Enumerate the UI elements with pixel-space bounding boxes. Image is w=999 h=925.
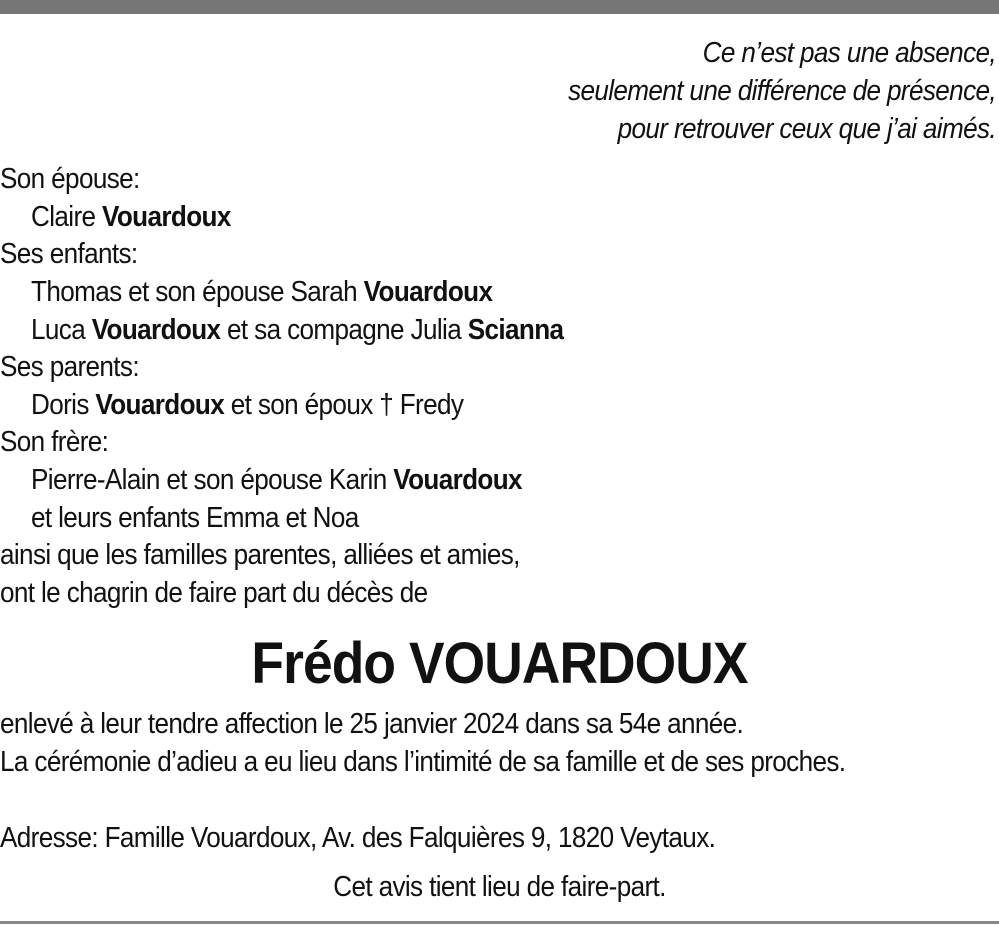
child-1-text: Thomas et son épouse Sarah <box>31 276 358 308</box>
relatives-line: ainsi que les familles parentes, alliées et amies, <box>0 539 520 571</box>
details-line-1: enlevé à leur tendre affection le 25 janvier 2024 dans sa 54e année. <box>0 708 744 740</box>
child-2-last-name: Vouardoux <box>91 314 221 346</box>
address-line: Adresse: Famille Vouardoux, Av. des Falquières 9, 1820 Veytaux. <box>0 822 716 854</box>
bottom-rule <box>0 921 999 924</box>
brother-heading: Son frère: <box>0 426 109 458</box>
closing-line: Cet avis tient lieu de faire-part. <box>333 871 666 903</box>
brother-text: Pierre-Alain et son épouse Karin <box>31 464 387 496</box>
brother-line <box>31 461 522 499</box>
quote-line-2: seulement une différence de présence, <box>568 75 996 107</box>
parents-heading: Ses parents: <box>0 351 139 383</box>
announcement-line: ont le chagrin de faire part du décès de <box>0 577 428 609</box>
parent-last-name: Vouardoux <box>95 389 225 421</box>
parent-rest: et son époux † Fredy <box>230 389 464 421</box>
child-2-first-name: Luca <box>31 314 86 346</box>
quote-line-3: pour retrouver ceux que j’ai aimés. <box>617 113 996 145</box>
brother-children-line: et leurs enfants Emma et Noa <box>31 502 359 534</box>
ceremony-paragraph: La cérémonie d’adieu a eu lieu dans l’intimité de sa famille et de ses proches. <box>0 746 846 778</box>
spouse-last-name: Vouardoux <box>102 201 231 233</box>
parent-first-name: Doris <box>31 389 89 421</box>
deceased-name: Frédo VOUARDOUX <box>251 631 748 696</box>
brother-last-name: Vouardoux <box>393 464 522 496</box>
child-2-partner-text: et sa compagne Julia <box>227 314 462 346</box>
quote-line-1: Ce n’est pas une absence, <box>702 37 996 69</box>
spouse-line <box>31 198 231 236</box>
child-2-partner-last-name: Scianna <box>467 314 564 346</box>
child-1-line <box>31 273 492 311</box>
spouse-first-name: Claire <box>31 201 96 233</box>
top-rule <box>0 0 999 14</box>
parents-line <box>31 386 463 424</box>
child-2-line <box>31 311 563 349</box>
spouse-heading: Son épouse: <box>0 163 140 195</box>
children-heading: Ses enfants: <box>0 238 138 270</box>
child-1-last-name: Vouardoux <box>363 276 493 308</box>
